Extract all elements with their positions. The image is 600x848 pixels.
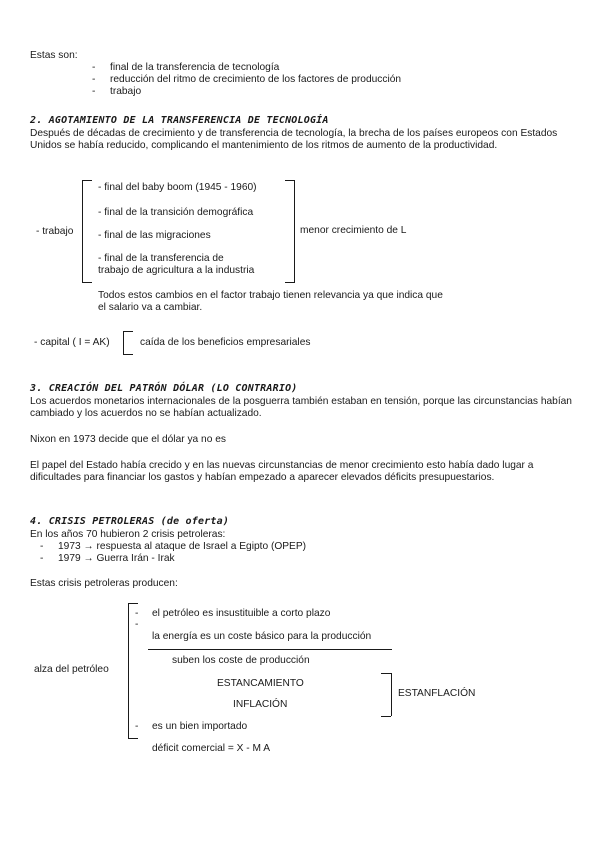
right-bracket [294, 180, 295, 283]
capital-bracket-bottom [123, 354, 133, 355]
list-item: 1973 → respuesta al ataque de Israel a Egipto (OPEP) [58, 541, 307, 552]
effect-item: la energía es un coste básico para la producción [152, 631, 372, 642]
section-title: CRISIS PETROLERAS (de oferta) [48, 516, 230, 527]
list-bullet: - [92, 86, 96, 97]
capital-bracket-top [123, 331, 133, 332]
list-item: final de la transferencia de tecnología [110, 62, 280, 73]
trabajo-item: trabajo de agricultura a la industria [98, 265, 255, 276]
section-3-paragraph: Nixon en 1973 decide que el dólar ya no es [30, 434, 226, 445]
section-number: 4. [30, 516, 43, 527]
list-bullet: - [135, 619, 139, 630]
right-bracket-top [285, 180, 295, 181]
list-item: reducción del ritmo de crecimiento de los factores de producción [110, 74, 402, 85]
right-bracket-bottom [285, 282, 295, 283]
effect-item: es un bien importado [152, 721, 248, 732]
right-bracket-bottom [381, 716, 391, 717]
trabajo-item: - final de la transición demográfica [98, 207, 254, 218]
section-2-heading [30, 115, 329, 127]
section-3-paragraph: El papel del Estado había crecido y en las nuevas circunstancias de menor crecimiento esto había dado lugar a dificultades para financiar los gastos y habían empezado a aparecer elevados déficits presupuestarios. [30, 460, 534, 483]
left-bracket-bottom [128, 738, 138, 739]
section-3-paragraph: Los acuerdos monetarios internacionales de la posguerra también estaban en tensión, porque las circunstancias habían cambiado y los acuerdos no se habían actualizado. [30, 396, 572, 419]
list-bullet: - [92, 62, 96, 73]
list-bullet: - [92, 74, 96, 85]
list-bullet: - [40, 541, 44, 552]
divider [148, 649, 392, 650]
alza-label: alza del petróleo [34, 664, 109, 675]
effect-item: el petróleo es insustituible a corto plazo [152, 608, 331, 619]
section-number: 3. [30, 383, 43, 394]
trabajo-result: menor crecimiento de L [300, 225, 407, 236]
right-bracket [391, 673, 392, 716]
list-bullet: - [40, 553, 44, 564]
effect-item: INFLACIÓN [233, 699, 288, 710]
effect-item: déficit comercial = X - M A [152, 743, 271, 754]
estanflacion-label: ESTANFLACIÓN [398, 688, 476, 699]
left-bracket-bottom [82, 282, 92, 283]
trabajo-item: - final del baby boom (1945 - 1960) [98, 182, 257, 193]
left-bracket-top [128, 603, 138, 604]
effect-item: suben los coste de producción [172, 655, 310, 666]
section-4-heading [30, 516, 229, 528]
note-line: el salario va a cambiar. [98, 302, 203, 313]
note-line: Todos estos cambios en el factor trabajo tienen relevancia ya que indica que [98, 290, 443, 301]
list-item: 1979 → Guerra Irán - Irak [58, 553, 175, 564]
capital-label: - capital ( I = AK) [34, 337, 110, 348]
list-bullet: - [135, 608, 139, 619]
right-bracket-top [381, 673, 391, 674]
list-item: trabajo [110, 86, 142, 97]
produce-label: Estas crisis petroleras producen: [30, 578, 178, 589]
capital-result: caída de los beneficios empresariales [140, 337, 311, 348]
intro-label: Estas son: [30, 50, 78, 61]
left-bracket-top [82, 180, 92, 181]
left-bracket [82, 180, 83, 283]
trabajo-item: - final de las migraciones [98, 230, 211, 241]
effect-item: ESTANCAMIENTO [217, 678, 304, 689]
section-3-heading [30, 383, 298, 395]
crisis-intro: En los años 70 hubieron 2 crisis petroleras: [30, 529, 226, 540]
section-2-paragraph: Después de décadas de crecimiento y de transferencia de tecnología, la brecha de los países europeos con Estados Unidos se había reducido, complicando el mantenimiento de los ritmos de aumento de la productividad. [30, 128, 558, 151]
capital-bracket [123, 331, 124, 355]
list-bullet: - [135, 721, 139, 732]
trabajo-item: - final de la transferencia de [98, 253, 224, 264]
section-title: CREACIÓN DEL PATRÓN DÓLAR (LO CONTRARIO) [48, 383, 298, 394]
left-bracket [128, 603, 129, 739]
section-number: 2. [30, 115, 43, 126]
section-title: AGOTAMIENTO DE LA TRANSFERENCIA DE TECNOLOGÍA [48, 115, 329, 126]
trabajo-label: - trabajo [36, 226, 74, 237]
